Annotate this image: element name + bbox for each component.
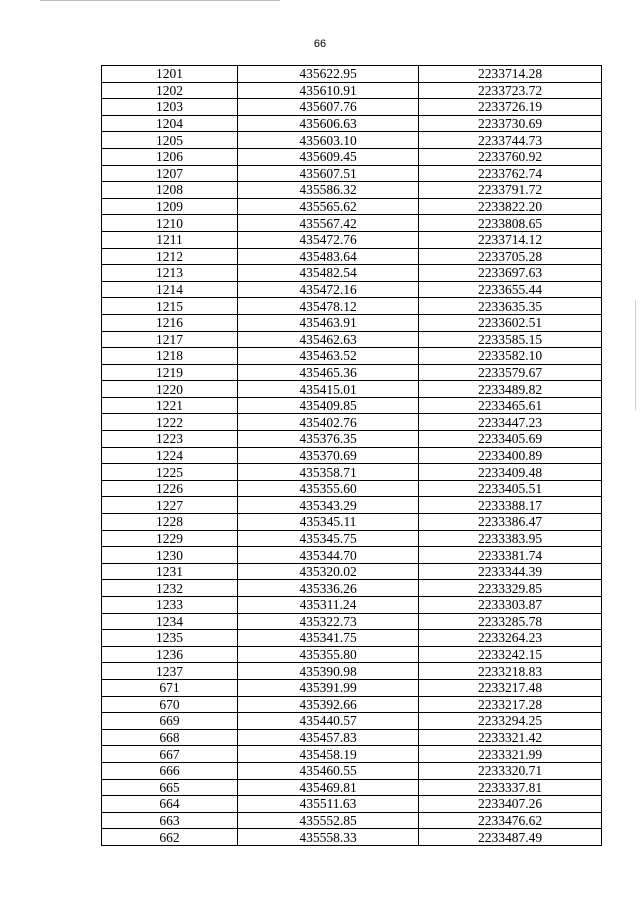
point-id-cell: 1202 [102, 82, 238, 99]
y-coordinate-cell: 2233697.63 [419, 265, 602, 282]
point-id-cell: 1224 [102, 447, 238, 464]
point-id-cell: 1206 [102, 148, 238, 165]
point-id-cell: 1211 [102, 231, 238, 248]
table-row [102, 298, 602, 315]
y-coordinate-cell: 2233217.48 [419, 679, 602, 696]
table-row [102, 547, 602, 564]
y-coordinate-cell: 2233383.95 [419, 530, 602, 547]
x-coordinate-cell: 435606.63 [238, 115, 419, 132]
table-row [102, 829, 602, 846]
x-coordinate-cell: 435603.10 [238, 132, 419, 149]
point-id-cell: 1237 [102, 663, 238, 680]
y-coordinate-cell: 2233321.42 [419, 729, 602, 746]
y-coordinate-cell: 2233487.49 [419, 829, 602, 846]
x-coordinate-cell: 435409.85 [238, 397, 419, 414]
coordinates-table-body [102, 66, 602, 846]
table-row [102, 215, 602, 232]
point-id-cell: 1236 [102, 646, 238, 663]
point-id-cell: 1209 [102, 198, 238, 215]
x-coordinate-cell: 435402.76 [238, 414, 419, 431]
point-id-cell: 1226 [102, 480, 238, 497]
table-row [102, 314, 602, 331]
point-id-cell: 1234 [102, 613, 238, 630]
point-id-cell: 665 [102, 779, 238, 796]
table-row [102, 331, 602, 348]
y-coordinate-cell: 2233218.83 [419, 663, 602, 680]
x-coordinate-cell: 435311.24 [238, 597, 419, 614]
x-coordinate-cell: 435345.11 [238, 514, 419, 531]
page-number: 66 [313, 38, 327, 50]
y-coordinate-cell: 2233602.51 [419, 314, 602, 331]
y-coordinate-cell: 2233762.74 [419, 165, 602, 182]
table-row [102, 762, 602, 779]
point-id-cell: 666 [102, 762, 238, 779]
x-coordinate-cell: 435472.16 [238, 281, 419, 298]
point-id-cell: 1204 [102, 115, 238, 132]
table-row [102, 231, 602, 248]
y-coordinate-cell: 2233320.71 [419, 762, 602, 779]
table-row [102, 82, 602, 99]
y-coordinate-cell: 2233579.67 [419, 364, 602, 381]
x-coordinate-cell: 435472.76 [238, 231, 419, 248]
table-row [102, 132, 602, 149]
scan-artifact-edge [635, 300, 636, 410]
x-coordinate-cell: 435483.64 [238, 248, 419, 265]
y-coordinate-cell: 2233655.44 [419, 281, 602, 298]
point-id-cell: 1221 [102, 397, 238, 414]
point-id-cell: 1203 [102, 99, 238, 116]
table-row [102, 115, 602, 132]
table-row [102, 182, 602, 199]
x-coordinate-cell: 435465.36 [238, 364, 419, 381]
point-id-cell: 1212 [102, 248, 238, 265]
x-coordinate-cell: 435358.71 [238, 464, 419, 481]
y-coordinate-cell: 2233388.17 [419, 497, 602, 514]
table-row [102, 679, 602, 696]
table-row [102, 66, 602, 83]
point-id-cell: 1215 [102, 298, 238, 315]
table-row [102, 447, 602, 464]
x-coordinate-cell: 435565.62 [238, 198, 419, 215]
point-id-cell: 1235 [102, 630, 238, 647]
point-id-cell: 1233 [102, 597, 238, 614]
x-coordinate-cell: 435607.51 [238, 165, 419, 182]
y-coordinate-cell: 2233723.72 [419, 82, 602, 99]
table-row [102, 530, 602, 547]
table-row [102, 381, 602, 398]
point-id-cell: 1228 [102, 514, 238, 531]
table-row [102, 265, 602, 282]
y-coordinate-cell: 2233582.10 [419, 348, 602, 365]
table-row [102, 796, 602, 813]
point-id-cell: 1227 [102, 497, 238, 514]
table-row [102, 646, 602, 663]
y-coordinate-cell: 2233447.23 [419, 414, 602, 431]
x-coordinate-cell: 435558.33 [238, 829, 419, 846]
table-row [102, 729, 602, 746]
point-id-cell: 1208 [102, 182, 238, 199]
x-coordinate-cell: 435622.95 [238, 66, 419, 83]
y-coordinate-cell: 2233808.65 [419, 215, 602, 232]
point-id-cell: 1210 [102, 215, 238, 232]
table-row [102, 630, 602, 647]
x-coordinate-cell: 435567.42 [238, 215, 419, 232]
x-coordinate-cell: 435390.98 [238, 663, 419, 680]
table-row [102, 597, 602, 614]
table-row [102, 281, 602, 298]
point-id-cell: 667 [102, 746, 238, 763]
x-coordinate-cell: 435460.55 [238, 762, 419, 779]
x-coordinate-cell: 435322.73 [238, 613, 419, 630]
y-coordinate-cell: 2233264.23 [419, 630, 602, 647]
y-coordinate-cell: 2233791.72 [419, 182, 602, 199]
table-row [102, 397, 602, 414]
x-coordinate-cell: 435343.29 [238, 497, 419, 514]
y-coordinate-cell: 2233285.78 [419, 613, 602, 630]
y-coordinate-cell: 2233405.69 [419, 431, 602, 448]
y-coordinate-cell: 2233714.28 [419, 66, 602, 83]
y-coordinate-cell: 2233635.35 [419, 298, 602, 315]
point-id-cell: 1201 [102, 66, 238, 83]
x-coordinate-cell: 435355.80 [238, 646, 419, 663]
table-row [102, 198, 602, 215]
table-row [102, 348, 602, 365]
y-coordinate-cell: 2233409.48 [419, 464, 602, 481]
point-id-cell: 1219 [102, 364, 238, 381]
point-id-cell: 1214 [102, 281, 238, 298]
table-row [102, 248, 602, 265]
y-coordinate-cell: 2233337.81 [419, 779, 602, 796]
table-row [102, 514, 602, 531]
y-coordinate-cell: 2233585.15 [419, 331, 602, 348]
x-coordinate-cell: 435463.91 [238, 314, 419, 331]
x-coordinate-cell: 435478.12 [238, 298, 419, 315]
point-id-cell: 664 [102, 796, 238, 813]
table-row [102, 148, 602, 165]
x-coordinate-cell: 435482.54 [238, 265, 419, 282]
y-coordinate-cell: 2233760.92 [419, 148, 602, 165]
table-row [102, 497, 602, 514]
point-id-cell: 671 [102, 679, 238, 696]
x-coordinate-cell: 435609.45 [238, 148, 419, 165]
point-id-cell: 670 [102, 696, 238, 713]
x-coordinate-cell: 435462.63 [238, 331, 419, 348]
x-coordinate-cell: 435607.76 [238, 99, 419, 116]
y-coordinate-cell: 2233705.28 [419, 248, 602, 265]
x-coordinate-cell: 435415.01 [238, 381, 419, 398]
table-row [102, 713, 602, 730]
x-coordinate-cell: 435586.32 [238, 182, 419, 199]
y-coordinate-cell: 2233381.74 [419, 547, 602, 564]
x-coordinate-cell: 435345.75 [238, 530, 419, 547]
table-row [102, 165, 602, 182]
table-row [102, 580, 602, 597]
point-id-cell: 1216 [102, 314, 238, 331]
point-id-cell: 1207 [102, 165, 238, 182]
y-coordinate-cell: 2233329.85 [419, 580, 602, 597]
point-id-cell: 669 [102, 713, 238, 730]
table-row [102, 480, 602, 497]
y-coordinate-cell: 2233321.99 [419, 746, 602, 763]
point-id-cell: 1225 [102, 464, 238, 481]
x-coordinate-cell: 435463.52 [238, 348, 419, 365]
table-row [102, 99, 602, 116]
x-coordinate-cell: 435336.26 [238, 580, 419, 597]
y-coordinate-cell: 2233489.82 [419, 381, 602, 398]
y-coordinate-cell: 2233465.61 [419, 397, 602, 414]
x-coordinate-cell: 435511.63 [238, 796, 419, 813]
point-id-cell: 663 [102, 812, 238, 829]
table-row [102, 663, 602, 680]
table-row [102, 613, 602, 630]
x-coordinate-cell: 435320.02 [238, 563, 419, 580]
point-id-cell: 1232 [102, 580, 238, 597]
y-coordinate-cell: 2233405.51 [419, 480, 602, 497]
x-coordinate-cell: 435341.75 [238, 630, 419, 647]
y-coordinate-cell: 2233242.15 [419, 646, 602, 663]
x-coordinate-cell: 435376.35 [238, 431, 419, 448]
y-coordinate-cell: 2233303.87 [419, 597, 602, 614]
y-coordinate-cell: 2233217.28 [419, 696, 602, 713]
point-id-cell: 1220 [102, 381, 238, 398]
table-row [102, 696, 602, 713]
point-id-cell: 1218 [102, 348, 238, 365]
x-coordinate-cell: 435610.91 [238, 82, 419, 99]
y-coordinate-cell: 2233730.69 [419, 115, 602, 132]
point-id-cell: 668 [102, 729, 238, 746]
y-coordinate-cell: 2233476.62 [419, 812, 602, 829]
table-row [102, 464, 602, 481]
x-coordinate-cell: 435344.70 [238, 547, 419, 564]
y-coordinate-cell: 2233822.20 [419, 198, 602, 215]
point-id-cell: 1205 [102, 132, 238, 149]
y-coordinate-cell: 2233407.26 [419, 796, 602, 813]
table-row [102, 779, 602, 796]
x-coordinate-cell: 435458.19 [238, 746, 419, 763]
x-coordinate-cell: 435392.66 [238, 696, 419, 713]
point-id-cell: 1223 [102, 431, 238, 448]
point-id-cell: 1229 [102, 530, 238, 547]
point-id-cell: 1231 [102, 563, 238, 580]
table-row [102, 746, 602, 763]
point-id-cell: 662 [102, 829, 238, 846]
point-id-cell: 1213 [102, 265, 238, 282]
table-row [102, 414, 602, 431]
x-coordinate-cell: 435457.83 [238, 729, 419, 746]
x-coordinate-cell: 435469.81 [238, 779, 419, 796]
y-coordinate-cell: 2233744.73 [419, 132, 602, 149]
scan-artifact-top [40, 0, 280, 1]
table-row [102, 364, 602, 381]
x-coordinate-cell: 435391.99 [238, 679, 419, 696]
x-coordinate-cell: 435370.69 [238, 447, 419, 464]
y-coordinate-cell: 2233386.47 [419, 514, 602, 531]
point-id-cell: 1222 [102, 414, 238, 431]
y-coordinate-cell: 2233344.39 [419, 563, 602, 580]
table-row [102, 812, 602, 829]
point-id-cell: 1230 [102, 547, 238, 564]
coordinates-table [101, 65, 602, 846]
table-row [102, 563, 602, 580]
y-coordinate-cell: 2233726.19 [419, 99, 602, 116]
table-row [102, 431, 602, 448]
point-id-cell: 1217 [102, 331, 238, 348]
y-coordinate-cell: 2233400.89 [419, 447, 602, 464]
x-coordinate-cell: 435355.60 [238, 480, 419, 497]
x-coordinate-cell: 435552.85 [238, 812, 419, 829]
y-coordinate-cell: 2233294.25 [419, 713, 602, 730]
y-coordinate-cell: 2233714.12 [419, 231, 602, 248]
x-coordinate-cell: 435440.57 [238, 713, 419, 730]
